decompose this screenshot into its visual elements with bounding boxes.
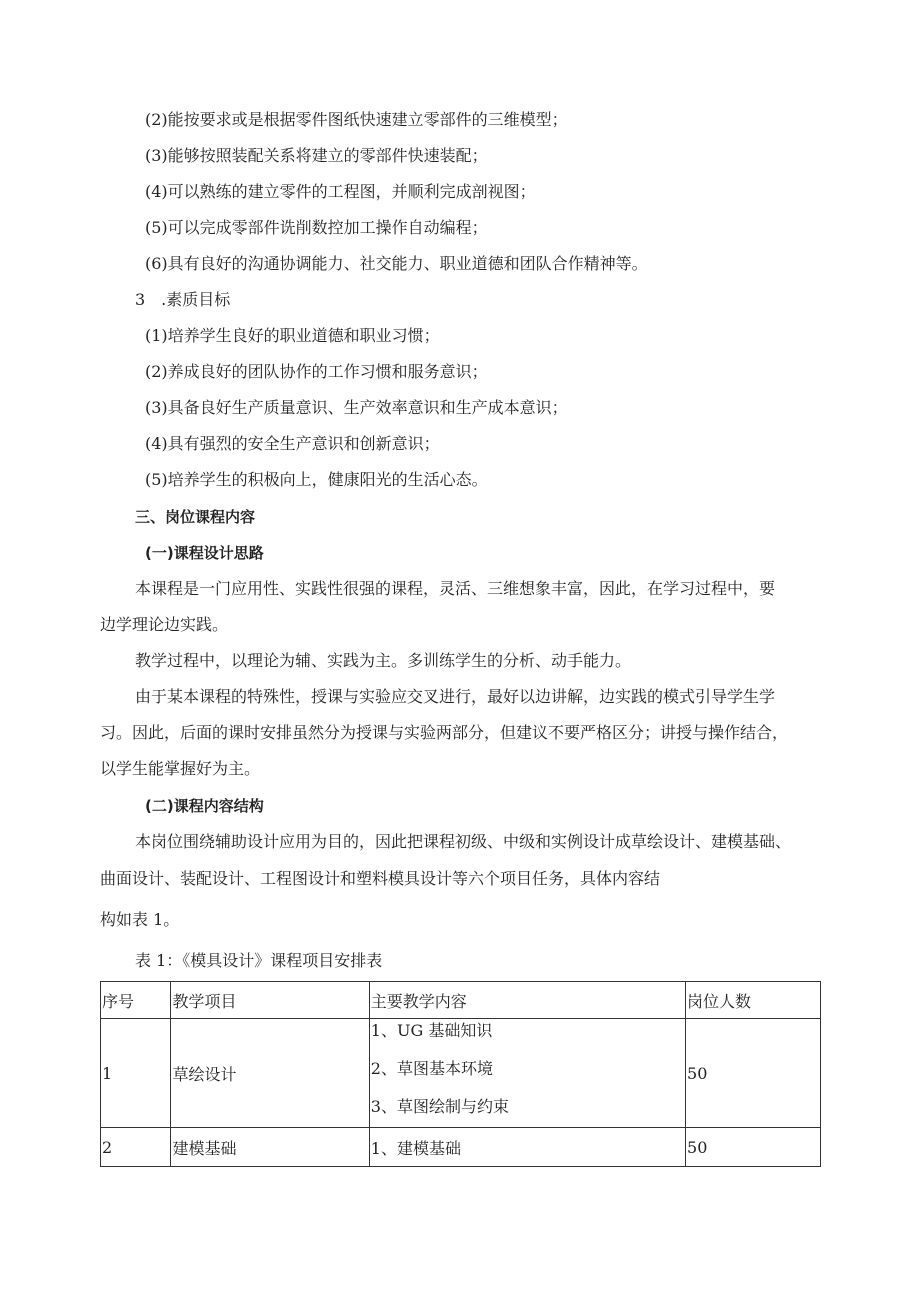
content-item: 2、草图基本环境	[370, 1059, 493, 1078]
header-no: 序号	[101, 982, 171, 1019]
row-project: 草绘设计	[170, 1019, 369, 1128]
paragraph-4-line-1: 本岗位围绕辅助设计应用为目的，因此把课程初级、中级和实例设计成草绘设计、建模基础、	[135, 832, 792, 851]
row-no: 2	[101, 1128, 171, 1167]
row-contents	[369, 1019, 685, 1128]
quality-item-2: (2)养成良好的团队协作的工作习惯和服务意识；	[145, 362, 488, 381]
subsection-heading-2: (二)课程内容结构	[145, 797, 264, 815]
quality-item-3: (3)具备良好生产质量意识、生产效率意识和生产成本意识；	[145, 398, 568, 417]
row-count: 50	[686, 1019, 821, 1128]
paragraph-1-line-2: 边学理论边实践。	[100, 615, 229, 634]
skill-item-6: (6)具有良好的沟通协调能力、社交能力、职业道德和团队合作精神等。	[145, 254, 648, 273]
section-heading: 三、岗位课程内容	[135, 508, 256, 526]
skill-item-3: (3)能够按照装配关系将建立的零部件快速装配；	[145, 146, 488, 165]
table-row	[101, 1019, 821, 1128]
table-caption: 表 1：《模具设计》课程项目安排表	[135, 951, 383, 970]
subsection-heading-1: (一)课程设计思路	[145, 544, 264, 562]
header-count: 岗位人数	[686, 982, 821, 1019]
paragraph-2-line-1: 教学过程中，以理论为辅、实践为主。多训练学生的分析、动手能力。	[135, 651, 632, 670]
course-table	[100, 981, 821, 1167]
quality-item-5: (5)培养学生的积极向上，健康阳光的生活心态。	[145, 470, 488, 489]
row-contents: 1、建模基础	[369, 1128, 685, 1167]
paragraph-3-line-2: 习。因此，后面的课时安排虽然分为授课与实验两部分，但建议不要严格区分；讲授与操作结合，	[100, 723, 789, 742]
header-contents: 主要教学内容	[369, 982, 685, 1019]
paragraph-3-line-1: 由于某本课程的特殊性，授课与实验应交叉进行，最好以边讲解，边实践的模式引导学生学	[135, 687, 776, 706]
paragraph-3-line-3: 以学生能掌握好为主。	[100, 759, 261, 778]
content-item: 1、UG 基础知识	[370, 1021, 493, 1040]
header-project: 教学项目	[170, 982, 369, 1019]
paragraph-4-line-3: 构如表 1。	[100, 910, 180, 929]
paragraph-4-line-2: 曲面设计、装配设计、工程图设计和塑料模具设计等六个项目任务，具体内容结	[100, 869, 661, 888]
row-no: 1	[101, 1019, 171, 1128]
skill-item-2: (2)能按要求或是根据零件图纸快速建立零部件的三维模型；	[145, 110, 568, 129]
quality-item-4: (4)具有强烈的安全生产意识和创新意识；	[145, 434, 440, 453]
table-row	[101, 1128, 821, 1167]
skill-item-4: (4)可以熟练的建立零件的工程图，并顺利完成剖视图；	[145, 182, 536, 201]
row-project: 建模基础	[170, 1128, 369, 1167]
quality-heading: 3 .素质目标	[135, 290, 231, 309]
paragraph-1-line-1: 本课程是一门应用性、实践性很强的课程，灵活、三维想象丰富，因此，在学习过程中，要	[135, 579, 776, 598]
content-item: 3、草图绘制与约束	[370, 1097, 509, 1116]
quality-item-1: (1)培养学生良好的职业道德和职业习惯；	[145, 326, 440, 345]
skill-item-5: (5)可以完成零部件诜削数控加工操作自动编程；	[145, 218, 488, 237]
row-count: 50	[686, 1128, 821, 1167]
